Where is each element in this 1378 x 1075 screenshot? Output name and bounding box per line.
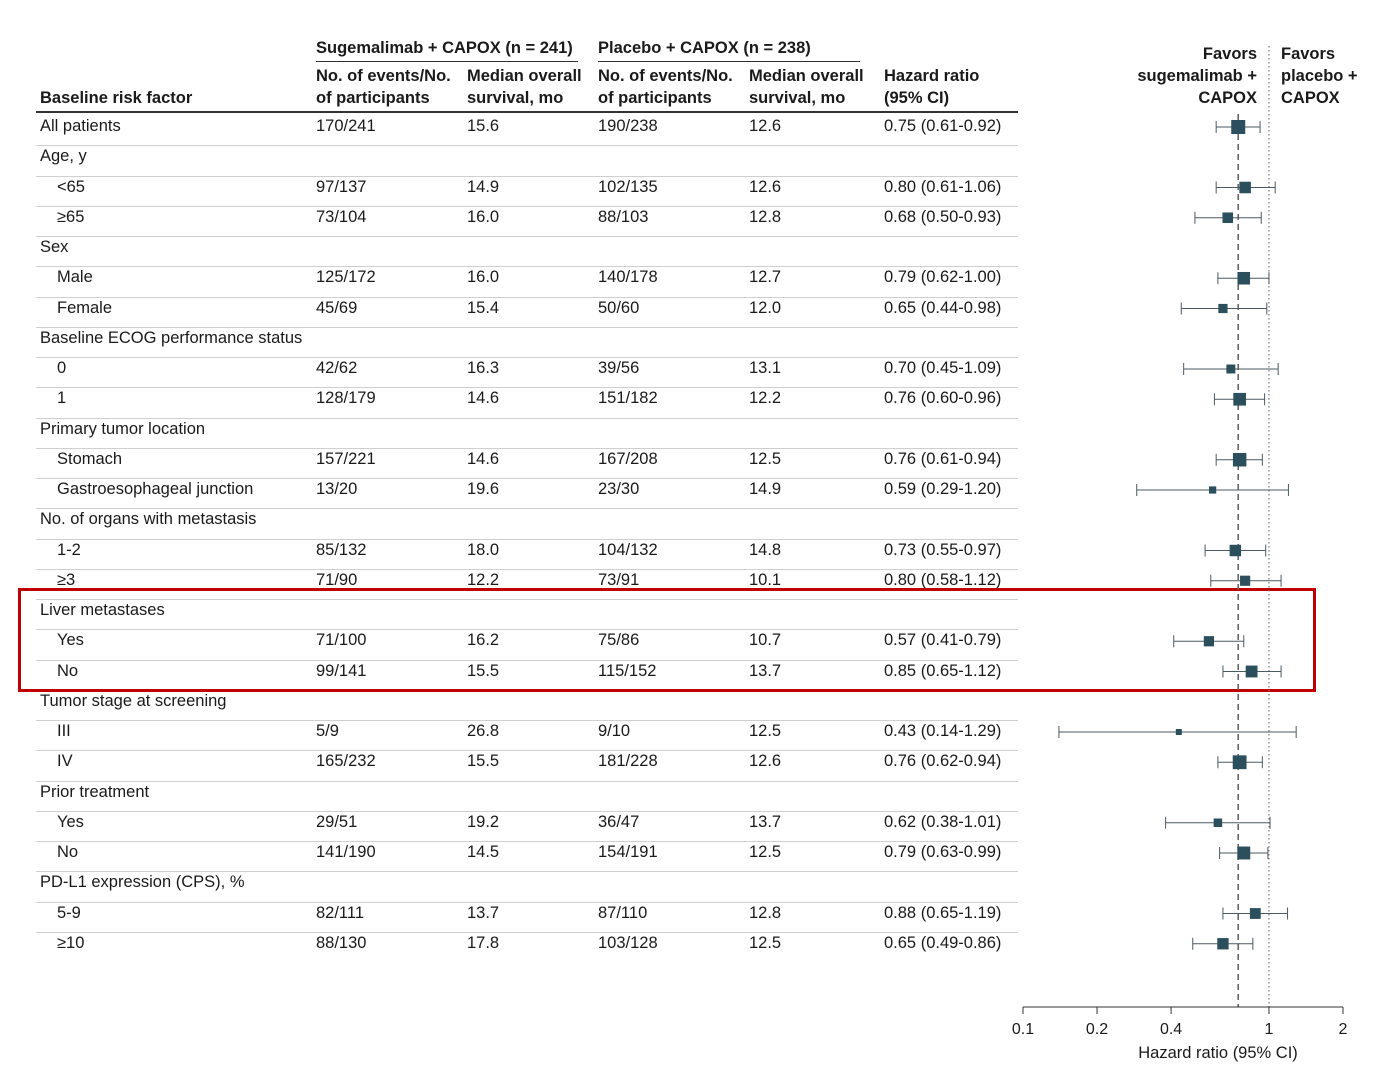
row-label: ≥65 [57,207,85,226]
header-pla-events-line1: No. of events/No. [598,67,733,85]
hr-marker [1209,486,1216,493]
hr-cell: 0.57 (0.41-0.79) [884,631,1002,650]
sug-median-cell: 15.4 [467,298,500,317]
pla-median-cell: 13.1 [749,359,782,377]
sug-events-cell: 45/69 [316,298,358,317]
sug-median-cell: 18.0 [467,540,500,559]
hr-marker [1214,818,1223,827]
row-label: 5-9 [57,903,81,922]
hr-marker [1226,365,1235,374]
pla-events-cell: 73/91 [598,570,640,589]
header-hazard-ratio-line2: (95% CI) [884,89,950,107]
header-sug-events-line1: No. of events/No. [316,67,451,85]
sug-events-cell: 85/132 [316,540,367,559]
row-label: No [57,661,79,680]
group-label: Tumor stage at screening [40,691,227,710]
group-label: PD-L1 expression (CPS), % [40,873,245,892]
pla-events-cell: 115/152 [598,661,657,680]
row-label: Stomach [57,449,123,468]
hr-cell: 0.85 (0.65-1.12) [884,661,1002,680]
hr-marker [1218,304,1227,313]
row-label: 1-2 [57,540,81,559]
row-label: All patients [40,117,121,135]
hr-marker [1239,182,1251,194]
favors-left-line2: sugemalimab + [1137,67,1257,85]
hr-marker [1217,938,1228,949]
pla-events-cell: 88/103 [598,207,649,226]
pla-median-cell: 13.7 [749,812,782,831]
pla-median-cell: 12.7 [749,268,782,287]
sug-events-cell: 73/104 [316,207,367,226]
row-label: 0 [57,359,67,377]
pla-median-cell: 12.8 [749,207,782,226]
hr-marker [1176,729,1182,735]
favors-right-line1: Favors [1281,45,1336,63]
sug-median-cell: 19.6 [467,480,500,498]
hr-marker [1233,453,1246,466]
hr-cell: 0.80 (0.61-1.06) [884,177,1002,196]
pla-events-cell: 103/128 [598,933,658,952]
hr-cell: 0.70 (0.45-1.09) [884,359,1002,377]
row-label: III [57,722,71,740]
sug-events-cell: 42/62 [316,359,358,377]
sug-median-cell: 14.9 [467,177,500,196]
hr-marker [1238,272,1251,285]
sug-events-cell: 71/100 [316,631,367,650]
sug-events-cell: 29/51 [316,812,358,831]
pla-median-cell: 12.6 [749,177,782,196]
pla-events-cell: 181/228 [598,752,658,771]
row-label: No [57,843,79,861]
pla-events-cell: 23/30 [598,480,640,498]
sug-median-cell: 16.0 [467,207,500,226]
sug-median-cell: 13.7 [467,903,500,922]
pla-events-cell: 167/208 [598,449,658,468]
pla-events-cell: 154/191 [598,843,658,861]
sug-events-cell: 97/137 [316,177,367,196]
header-pla-median-line1: Median overall [749,67,864,85]
hr-cell: 0.65 (0.49-0.86) [884,933,1002,952]
sug-events-cell: 125/172 [316,268,376,287]
pla-median-cell: 12.5 [749,449,782,468]
hr-cell: 0.73 (0.55-0.97) [884,540,1002,559]
sug-events-cell: 5/9 [316,722,339,740]
pla-events-cell: 140/178 [598,268,658,287]
pla-median-cell: 12.6 [749,117,782,135]
pla-median-cell: 12.8 [749,903,782,922]
group-label: Primary tumor location [40,419,206,438]
sug-events-cell: 71/90 [316,570,358,589]
group-label: Sex [40,238,69,256]
sug-median-cell: 26.8 [467,722,500,740]
header-sug-events-line2: of participants [316,89,430,107]
group-header-placebo: Placebo + CAPOX (n = 238) [598,39,811,57]
hr-cell: 0.88 (0.65-1.19) [884,903,1002,922]
pla-events-cell: 9/10 [598,722,631,740]
hr-marker [1240,576,1250,586]
pla-events-cell: 39/56 [598,359,640,377]
hr-cell: 0.76 (0.62-0.94) [884,752,1002,771]
pla-events-cell: 102/135 [598,177,658,196]
x-tick-label: 0.2 [1085,1021,1109,1038]
sug-median-cell: 15.5 [467,752,500,771]
favors-left-line1: Favors [1202,45,1257,63]
x-tick-label: 0.4 [1159,1021,1183,1038]
sug-median-cell: 16.2 [467,631,500,650]
hr-marker [1237,847,1250,860]
hr-marker [1233,755,1247,769]
hr-cell: 0.79 (0.62-1.00) [884,268,1002,287]
pla-events-cell: 87/110 [598,903,648,922]
favors-right-line2: placebo + [1281,67,1358,85]
sug-median-cell: 14.6 [467,389,500,408]
sug-median-cell: 15.6 [467,117,500,135]
hr-cell: 0.59 (0.29-1.20) [884,480,1002,498]
sug-events-cell: 13/20 [316,480,358,498]
header-pla-median-line2: survival, mo [749,89,846,107]
favors-right-line3: CAPOX [1281,89,1340,107]
hr-cell: 0.75 (0.61-0.92) [884,117,1002,135]
sug-median-cell: 17.8 [467,933,500,952]
sug-median-cell: 16.0 [467,268,500,287]
sug-events-cell: 141/190 [316,843,376,861]
pla-median-cell: 12.6 [749,752,782,771]
header-hazard-ratio-line1: Hazard ratio [884,67,980,85]
sug-events-cell: 157/221 [316,449,376,468]
sug-events-cell: 99/141 [316,661,367,680]
hr-cell: 0.79 (0.63-0.99) [884,843,1002,861]
sug-median-cell: 16.3 [467,359,500,377]
header-baseline-risk-factor: Baseline risk factor [40,89,193,107]
sug-median-cell: 14.5 [467,843,500,861]
pla-median-cell: 10.7 [749,631,782,650]
hr-cell: 0.76 (0.60-0.96) [884,389,1002,408]
hr-cell: 0.68 (0.50-0.93) [884,207,1002,226]
hr-marker [1222,212,1233,223]
row-label: ≥10 [57,933,85,952]
sug-events-cell: 128/179 [316,389,376,408]
x-tick-label: 1 [1264,1021,1274,1038]
row-label: ≥3 [57,570,76,589]
header-sug-median-line2: survival, mo [467,89,564,107]
group-label: Prior treatment [40,782,150,801]
hr-marker [1250,908,1261,919]
hr-marker [1204,636,1214,646]
pla-median-cell: 13.7 [749,661,782,680]
group-label: Baseline ECOG performance status [40,328,303,347]
pla-events-cell: 190/238 [598,117,658,135]
header-sug-median-line1: Median overall [467,67,582,85]
pla-median-cell: 10.1 [749,570,782,589]
row-label: Male [57,268,93,287]
x-axis-label: Hazard ratio (95% CI) [1138,1044,1298,1062]
row-label: IV [57,752,73,771]
group-label: No. of organs with metastasis [40,510,257,529]
row-label: Yes [57,812,84,831]
pla-events-cell: 104/132 [598,540,658,559]
hr-marker [1246,666,1258,678]
header-pla-events-line2: of participants [598,89,712,107]
pla-median-cell: 12.2 [749,389,782,408]
sug-median-cell: 19.2 [467,812,500,831]
row-label: Female [57,298,113,317]
sug-median-cell: 12.2 [467,570,500,589]
pla-events-cell: 151/182 [598,389,658,408]
row-label: 1 [57,389,67,408]
pla-median-cell: 12.0 [749,298,782,317]
row-label: <65 [57,177,85,196]
pla-median-cell: 12.5 [749,843,782,861]
favors-left-line3: CAPOX [1198,89,1257,107]
sug-median-cell: 15.5 [467,661,500,680]
pla-median-cell: 14.8 [749,540,782,559]
hr-cell: 0.76 (0.61-0.94) [884,449,1002,468]
pla-events-cell: 75/86 [598,631,640,650]
sug-events-cell: 88/130 [316,933,367,952]
pla-median-cell: 12.5 [749,722,782,740]
group-header-sugemalimab: Sugemalimab + CAPOX (n = 241) [316,39,573,57]
hr-marker [1231,120,1245,134]
sug-events-cell: 82/111 [316,903,365,922]
group-label: Liver metastases [40,601,165,619]
sug-events-cell: 170/241 [316,117,376,135]
hr-cell: 0.62 (0.38-1.01) [884,812,1002,831]
hr-marker [1233,393,1246,406]
pla-events-cell: 36/47 [598,812,640,831]
x-tick-label: 0.1 [1011,1021,1035,1038]
hr-cell: 0.65 (0.44-0.98) [884,298,1002,317]
pla-events-cell: 50/60 [598,298,640,317]
sug-events-cell: 165/232 [316,752,376,771]
row-label: Yes [57,631,84,650]
hr-cell: 0.80 (0.58-1.12) [884,570,1002,589]
row-label: Gastroesophageal junction [57,480,254,498]
x-tick-label: 2 [1338,1021,1348,1038]
hr-cell: 0.43 (0.14-1.29) [884,722,1002,740]
sug-median-cell: 14.6 [467,449,500,468]
hr-marker [1230,545,1241,556]
pla-median-cell: 14.9 [749,480,782,498]
group-label: Age, y [40,147,87,166]
pla-median-cell: 12.5 [749,933,782,952]
